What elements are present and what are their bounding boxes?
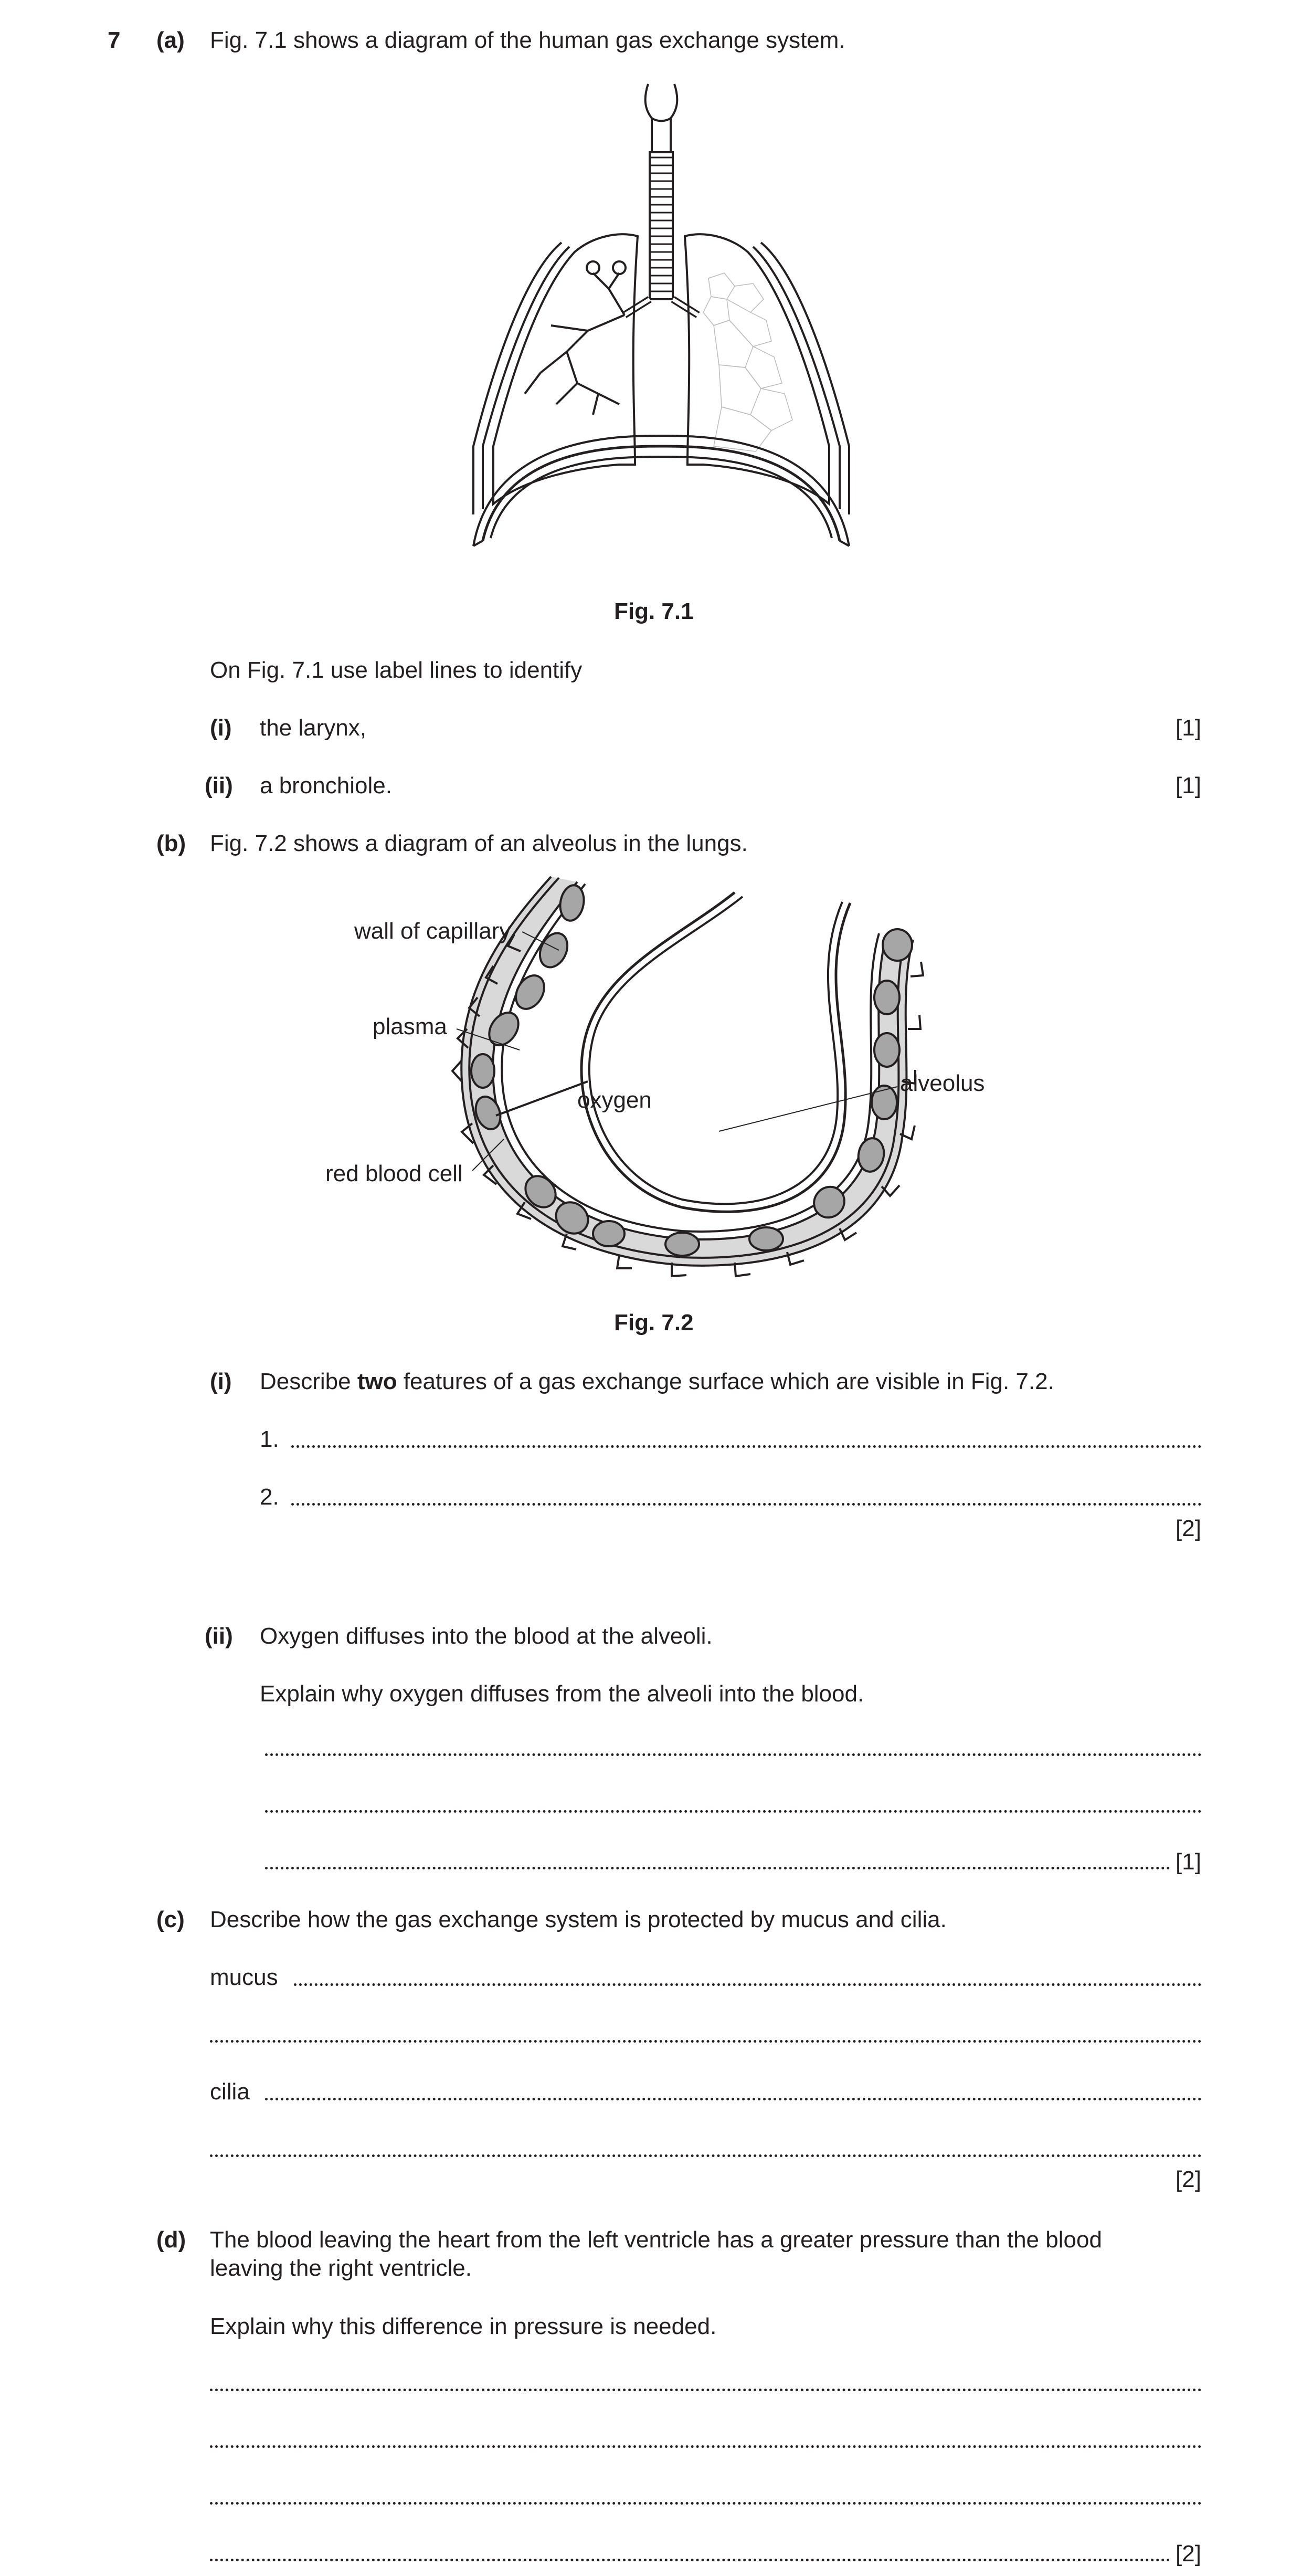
part-c-label: (c) (156, 1907, 185, 1932)
part-d-text2: Explain why this difference in pressure is needed. (210, 2314, 717, 2339)
part-a-ii-label: (ii) (205, 773, 233, 798)
part-b-i-label: (i) (210, 1369, 232, 1394)
part-b-intro: Fig. 7.2 shows a diagram of an alveolus in the lungs. (210, 830, 748, 856)
fig-7-1-caption: Fig. 7.1 (614, 598, 694, 624)
part-b-ii-text1: Oxygen diffuses into the blood at the alveoli. (260, 1623, 713, 1649)
part-a-i-marks: [1] (1176, 715, 1201, 741)
part-c-text: Describe how the gas exchange system is protected by mucus and cilia. (210, 1907, 947, 1932)
part-a-i-label: (i) (210, 715, 232, 741)
answer-line[interactable] (265, 1753, 1202, 1756)
answer-line[interactable] (210, 2389, 1202, 2391)
part-a-ii-text: a bronchiole. (260, 773, 392, 798)
answer-line[interactable] (294, 1983, 1202, 1986)
gas-exchange-system-diagram (462, 79, 861, 572)
label-red-blood-cell: red blood cell (325, 1161, 463, 1186)
part-d-text-line2: leaving the right ventricle. (210, 2255, 472, 2281)
part-b-i-text: Describe two features of a gas exchange surface which are visible in Fig. 7.2. (260, 1369, 1054, 1394)
answer-line[interactable] (210, 2502, 1202, 2505)
fig-7-2-caption: Fig. 7.2 (614, 1310, 694, 1336)
answer-line-2-number: 2. (260, 1484, 279, 1510)
part-b-i-marks: [2] (1176, 1516, 1201, 1541)
part-b-ii-marks: [1] (1176, 1849, 1201, 1875)
answer-line[interactable] (210, 2040, 1202, 2043)
part-a-intro: Fig. 7.1 shows a diagram of the human gas exchange system. (210, 27, 845, 53)
alveolus-diagram (315, 871, 997, 1281)
answer-line[interactable] (265, 1810, 1202, 1813)
question-number: 7 (108, 27, 121, 53)
answer-line[interactable] (210, 2559, 1170, 2561)
label-plasma: plasma (373, 1014, 447, 1039)
label-oxygen: oxygen (577, 1087, 652, 1113)
part-d-marks: [2] (1176, 2541, 1201, 2567)
part-a-label: (a) (156, 27, 185, 53)
answer-line[interactable] (265, 2098, 1202, 2100)
part-d-label: (d) (156, 2227, 186, 2253)
part-b-ii-label: (ii) (205, 1623, 233, 1649)
cilia-label: cilia (210, 2079, 250, 2105)
part-a-instruction: On Fig. 7.1 use label lines to identify (210, 657, 583, 683)
answer-line[interactable] (210, 2445, 1202, 2448)
answer-line[interactable] (291, 1445, 1202, 1448)
mucus-label: mucus (210, 1964, 278, 1990)
part-d-text-line1: The blood leaving the heart from the left ventricle has a greater pressure than the blood (210, 2227, 1102, 2253)
answer-line[interactable] (291, 1503, 1202, 1506)
part-b-label: (b) (156, 830, 186, 856)
part-a-ii-marks: [1] (1176, 773, 1201, 798)
part-c-marks: [2] (1176, 2167, 1201, 2192)
answer-line[interactable] (265, 1867, 1170, 1869)
label-alveolus: alveolus (900, 1070, 985, 1096)
label-wall-of-capillary: wall of capillary (354, 918, 511, 944)
answer-line-1-number: 1. (260, 1426, 279, 1452)
answer-line[interactable] (210, 2154, 1202, 2157)
part-b-ii-text2: Explain why oxygen diffuses from the alveoli into the blood. (260, 1681, 864, 1707)
part-a-i-text: the larynx, (260, 715, 366, 741)
